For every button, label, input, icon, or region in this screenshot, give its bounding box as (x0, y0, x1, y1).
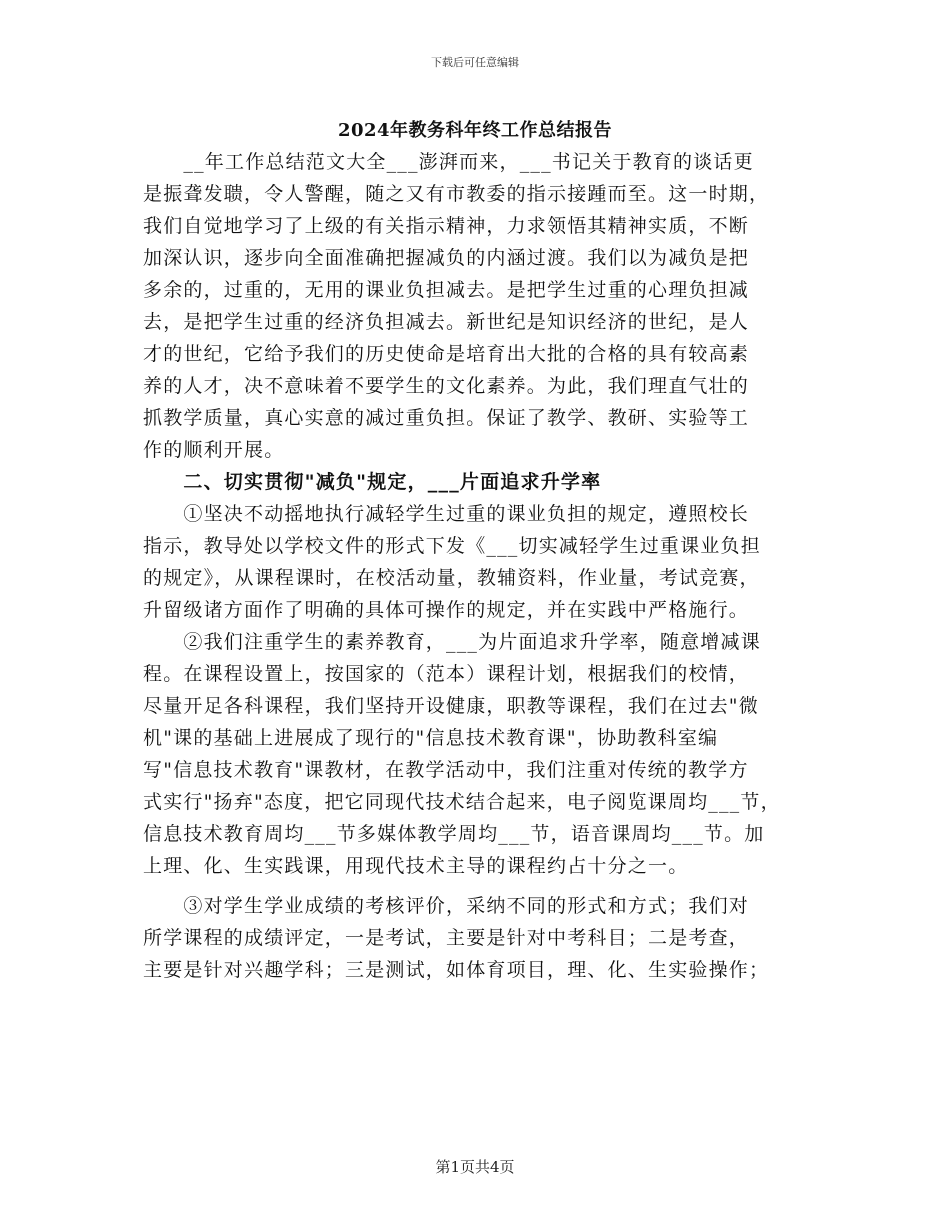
body-line: ②我们注重学生的素养教育，___为片面追求升学率，随意增减课 (143, 631, 761, 653)
body-line: 程。在课程设置上，按国家的（范本）课程计划，根据我们的校情， (143, 663, 750, 685)
body-line: 尽量开足各科课程，我们坚持开设健康，职教等课程，我们在过去"微 (143, 695, 759, 717)
document-body (143, 146, 813, 986)
body-line: 是振聋发聩，令人警醒，随之又有市教委的指示接踵而至。这一时期， (143, 183, 770, 205)
body-line: 才的世纪，它给予我们的历史使命是培育出大批的合格的具有较高素 (143, 343, 750, 365)
body-line: 的规定》，从课程课时，在校活动量，教辅资料，作业量，考试竞赛， (143, 567, 760, 589)
page-footer: 第1页共4页 (435, 1158, 515, 1176)
body-line: 我们自觉地学习了上级的有关指示精神，力求领悟其精神实质，不断 (143, 215, 750, 237)
body-line: 信息技术教育周均___节多媒体教学周均___节，语音课周均___节。加 (143, 823, 765, 845)
body-line: 加深认识，逐步向全面准确把握减负的内涵过渡。我们以为减负是把 (143, 247, 750, 269)
body-line: ①坚决不动摇地执行减轻学生过重的课业负担的规定，遵照校长 (143, 503, 750, 525)
body-line: 升留级诸方面作了明确的具体可操作的规定，并在实践中严格施行。 (143, 599, 750, 621)
header-note: 下载后可任意编辑 (431, 56, 519, 69)
body-line: 去，是把学生过重的经济负担减去。新世纪是知识经济的世纪，是人 (143, 311, 750, 333)
body-line: 写"信息技术教育"课教材，在教学活动中，我们注重对传统的教学方 (143, 759, 749, 781)
body-line: 所学课程的成绩评定，一是考试，主要是针对中考科目；二是考查， (143, 927, 750, 949)
body-line: ③对学生学业成绩的考核评价，采纳不同的形式和方式；我们对 (143, 895, 750, 917)
body-line: 指示，教导处以学校文件的形式下发《___切实减轻学生过重课业负担 (143, 535, 761, 557)
body-line: 机"课的基础上进展成了现行的"信息技术教育课"，协助教科室编 (143, 727, 719, 749)
body-line: 抓教学质量，真心实意的减过重负担。保证了教学、教研、实验等工 (143, 407, 750, 429)
section-heading: 二、切实贯彻"减负"规定，___片面追求升学率 (143, 471, 602, 493)
body-line: 主要是针对兴趣学科；三是测试，如体育项目，理、化、生实验操作； (143, 959, 770, 981)
body-line: 养的人才，决不意味着不要学生的文化素养。为此，我们理直气壮的 (143, 375, 750, 397)
document-title: 2024年教务科年终工作总结报告 (337, 120, 613, 141)
body-line: 多余的，过重的，无用的课业负担减去。是把学生过重的心理负担减 (143, 279, 750, 301)
body-line: 作的顺利开展。 (143, 439, 285, 461)
body-line: 式实行"扬弃"态度，把它同现代技术结合起来，电子阅览课周均___节， (143, 791, 781, 813)
body-line: __年工作总结范文大全___澎湃而来，___书记关于教育的谈话更 (143, 151, 754, 173)
body-line: 上理、化、生实践课，用现代技术主导的课程约占十分之一。 (143, 855, 689, 877)
